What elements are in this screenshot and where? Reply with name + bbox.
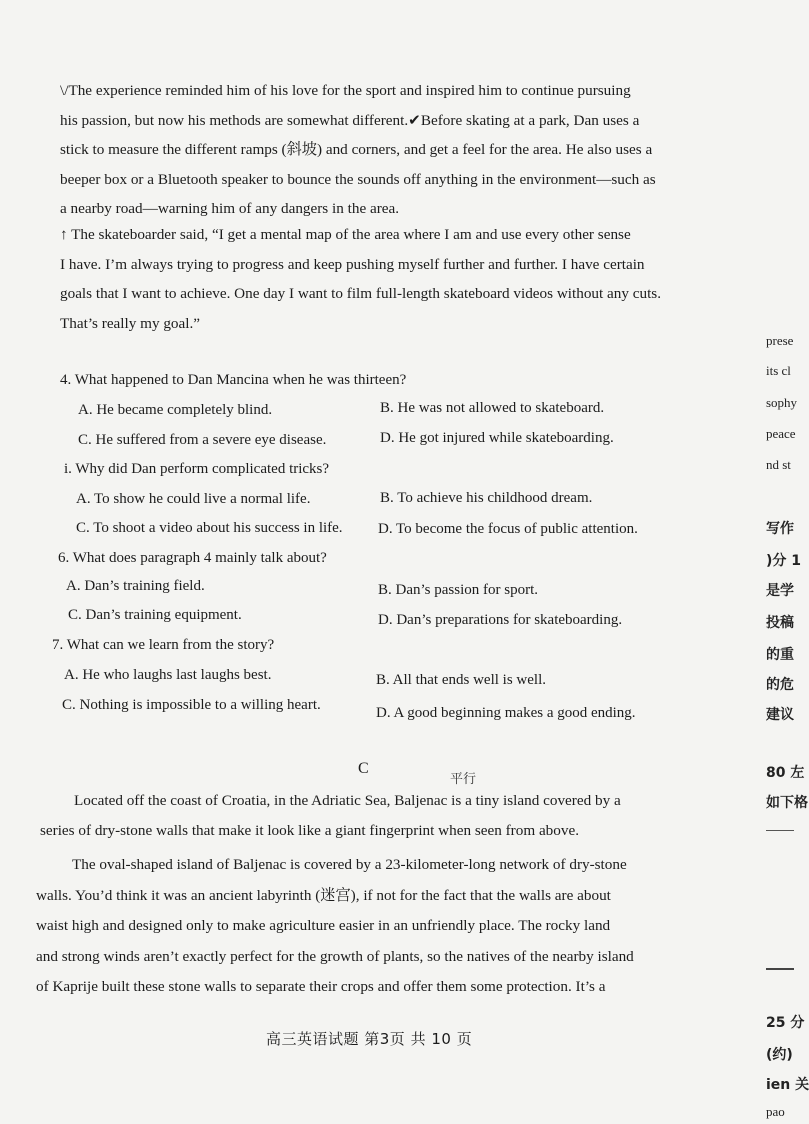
text-line: \/The experience reminded him of his love for the sport and inspired him to continue pursuing — [60, 82, 631, 99]
text-line: beeper box or a Bluetooth speaker to bounce the sounds off anything in the environment—such as — [60, 170, 656, 188]
strip-text: 投稿 — [766, 615, 794, 631]
text-line: That’s really my goal.” — [60, 314, 201, 332]
question-5-stem: i. Why did Dan perform complicated tricks? — [64, 461, 330, 477]
strip-text: 是学 — [766, 583, 794, 599]
question-7-stem: 7. What can we learn from the story? — [52, 637, 275, 653]
text-line: Located off the coast of Croatia, in the Adriatic Sea, Baljenac is a tiny island covered by a — [74, 792, 621, 809]
strip-text: 如下格 — [766, 795, 808, 811]
question-7-option-d: D. A good beginning makes a good ending. — [376, 705, 636, 721]
text-line: a nearby road—warning him of any dangers in the area. — [60, 200, 400, 217]
handwritten-mark: 平行 — [450, 772, 477, 787]
strip-text: 80 左 — [766, 765, 805, 781]
strip-rule — [766, 968, 794, 970]
text-line: walls. You’d think it was an ancient labyrinth (迷宫), if not for the fact that the walls are about — [36, 886, 611, 904]
strip-text: )分 1 — [766, 553, 802, 569]
question-6-stem: 6. What does paragraph 4 mainly talk about? — [58, 550, 327, 566]
text-line: and strong winds aren’t exactly perfect for the growth of plants, so the natives of the nearby island — [36, 947, 634, 965]
strip-text: pao — [766, 1104, 785, 1119]
question-4-option-b: B. He was not allowed to skateboard. — [380, 400, 605, 416]
adjacent-page-strip — [766, 0, 809, 1124]
text-line: series of dry-stone walls that make it look like a giant fingerprint when seen from above. — [40, 821, 580, 839]
strip-text: 写作 — [766, 521, 794, 537]
passage-b-paragraph-2 — [60, 220, 696, 338]
question-6-option-d: D. Dan’s preparations for skateboarding. — [378, 612, 623, 628]
strip-text: prese — [766, 333, 794, 348]
section-c-paragraph-2 — [36, 850, 696, 1003]
text-line: his passion, but now his methods are somewhat different.✔Before skating at a park, Dan uses a — [60, 111, 640, 129]
strip-text: 的重 — [766, 647, 794, 663]
question-6-option-b: B. Dan’s passion for sport. — [378, 582, 538, 598]
page-footer: 高三英语试题 第3页 共 10 页 — [266, 1030, 473, 1048]
text-line: The oval-shaped island of Baljenac is covered by a 23-kilometer-long network of dry-stone — [72, 856, 627, 873]
question-5-option-c: C. To shoot a video about his success in life. — [76, 520, 343, 536]
strip-text: 的危 — [766, 677, 794, 693]
section-c-paragraph-1 — [40, 786, 696, 845]
text-line: waist high and designed only to make agriculture easier in an unfriendly place. The rocky land — [36, 917, 611, 934]
question-4-option-c: C. He suffered from a severe eye disease. — [78, 432, 327, 448]
strip-text: ien 关 — [766, 1077, 809, 1093]
strip-text: nd st — [766, 457, 791, 472]
question-4-option-d: D. He got injured while skateboarding. — [380, 430, 614, 446]
question-4-stem: 4. What happened to Dan Mancina when he was thirteen? — [60, 372, 407, 388]
question-4-option-a: A. He became completely blind. — [78, 402, 273, 418]
question-7-option-b: B. All that ends well is well. — [376, 672, 546, 688]
text-line: stick to measure the different ramps (斜坡) and corners, and get a feel for the area. He also uses a — [60, 141, 653, 158]
question-7-option-c: C. Nothing is impossible to a willing heart. — [62, 697, 321, 713]
strip-text: (约) — [766, 1047, 793, 1063]
strip-text: peace — [766, 426, 796, 441]
passage-b-paragraph-1 — [60, 76, 696, 224]
text-line: ↑ The skateboarder said, “I get a mental map of the area where I am and use every other sense — [60, 226, 631, 243]
text-line: of Kaprije built these stone walls to separate their crops and offer them some protection. It’s a — [36, 978, 606, 995]
question-6-option-c: C. Dan’s training equipment. — [68, 607, 242, 623]
strip-rule — [766, 830, 794, 831]
strip-text: its cl — [766, 363, 791, 378]
question-7-option-a: A. He who laughs last laughs best. — [64, 667, 272, 683]
text-line: goals that I want to achieve. One day I want to film full-length skateboard videos without any cuts. — [60, 285, 662, 302]
text-line: I have. I’m always trying to progress and keep pushing myself further and further. I have certain — [60, 255, 645, 273]
question-5-option-a: A. To show he could live a normal life. — [76, 491, 311, 507]
strip-text: sophy — [766, 395, 798, 410]
question-5-option-b: B. To achieve his childhood dream. — [380, 490, 593, 506]
question-6-option-a: A. Dan’s training field. — [66, 578, 205, 594]
strip-text: 建议 — [766, 707, 794, 723]
section-letter: C — [358, 760, 369, 777]
strip-text: 25 分 — [766, 1015, 805, 1031]
question-5-option-d: D. To become the focus of public attention. — [378, 521, 638, 537]
